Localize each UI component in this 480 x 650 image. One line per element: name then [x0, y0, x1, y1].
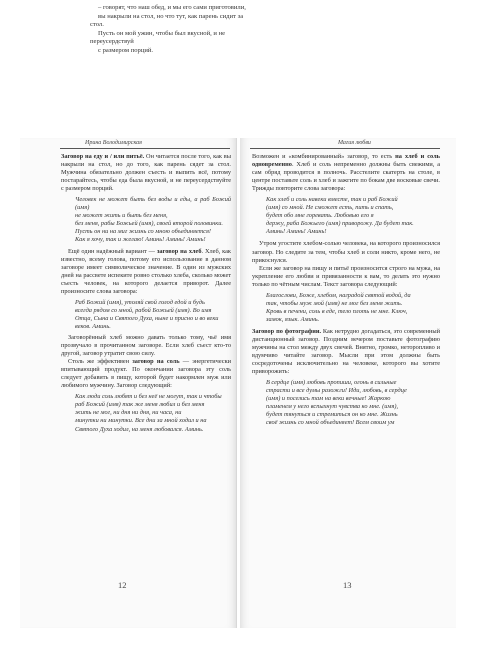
spell-bread: Раб Божий (имя), утоляй свой голод едой и будь всегда рядом со мной, рабой Божьей (имя). Во имя Отца, Сына и Святого Духа, ныне и присно и во веки веков. Аминь.: [75, 298, 219, 330]
running-head-title: Магия любви: [338, 140, 371, 146]
excerpt-line: с размером порций.: [98, 46, 154, 54]
excerpt-line: Пусть он мой ужин, чтобы был вкусной, и не переусердствуй: [90, 29, 226, 45]
header-rule: [250, 148, 440, 149]
spell-photo: В сердце (имя) любовь пропиши, огонь в сильные страсти и все думы разожги! Иди, любовь, в сердце (имя) и поселись там на веки вечные! Жаркою пламенем у него вспыхнут чувства ко мне. (имя), будет тянуться и стремиться он ко мне. Жизнь своё жизнь со мной объединяет! Всем своим ум: [266, 379, 407, 427]
right-page-text: [252, 153, 440, 431]
left-page-text: [61, 153, 231, 437]
spell-husband: Благослови, Боже, хлебом, наградой святой водой, да так, чтобы муж мой (имя) не мог без меня жить. Кровь в печени, соль в еде, тело плоть не мне. Ключ, замок, язык. Аминь.: [266, 291, 411, 323]
spell-salt: Как люди соль любят и без неё не могут, так и чтобы раб Божий (имя) так же меня любил и без меня жить не мог, ни дня ни дня, ни часа, ни минутки ни минутки. Все дни за мной ходил и на Святого Духа ходил, на меня любовался. Аминь.: [75, 393, 222, 433]
page-number-left: 12: [118, 580, 127, 590]
paragraph-food-spell: Заговор на еду и / или питьё. Он читается после того, как вы накрыли на стол, но до того, как парень сядет за стол. Мужчина обязательно должен съесть и выпить всё, потому постарайтесь, чтобы еда была вкусной, и не переусердствуйте с размером порций.: [61, 153, 231, 193]
paragraph-bread-salt-spell: Возможен и «комбинированный» заговор, то есть на хлеб и соль одновременно. Хлеб и соль непременно должны быть свежими, а сам обряд проводится в полночь. Расстелите скатерть на столе, в центре поставьте соль и хлеб и зажгите по бокам две восковые свечи. Трижды повторите слова заговора:: [252, 153, 440, 193]
paragraph-salt-spell: Столь же эффективен заговор на соль — энергетически впитывающий продукт. По окончании заговора эту соль следует добавить в пищу, которой будет накормлен муж или любимого мужчину. Заговор следующий:: [61, 358, 231, 390]
paragraph-bread-spell: Ещё один надёжный вариант — заговор на хлеб. Хлеб, как известно, всему голова, потому его использование в данном заговоре имеет символическое значение. В один из мужских дней на рассвете испеките ровно столько хлеба, сколько может съесть человек, на которого делается приворот. Далее произносите слова заговора:: [61, 247, 231, 295]
paragraph-morning: Утром угостите хлебом-солью человека, на которого произносился заговор. Но следите за тем, чтобы хлеб и соли никто, кроме него, не прикоснулся.: [252, 240, 440, 264]
paragraph-bread-note: Заговорённый хлеб можно давать только тому, чьё имя прозвучало в прочитанном заговоре. Если хлеб съест кто-то другой, заговор утратит свою силу.: [61, 333, 231, 358]
previous-page-excerpt: [90, 4, 248, 55]
paragraph-husband-spell: Если же заговор на пищу и питьё произносится строго на мужа, на укрепление его любви и привязанности к вам, то делать это нужно только по чётным числам. Текст заговора следующий:: [252, 264, 440, 288]
running-head-author: Ирина Володимирская: [85, 140, 142, 146]
excerpt-line: – говорят, что наш обед, и мы его сами приготовили,: [98, 4, 246, 11]
page-number-right: 13: [343, 580, 352, 590]
paragraph-photo-spell: Заговор по фотографии. Как нетрудно догадаться, это современный дистанционный заговор. Поздним вечером поставьте фотографию мужчины на стол между двух свечей. Внятно, громко, неторопливо и вдумчиво читайте заговор. Мысли при этом должны быть сосредоточены исключительно на человеке, которого вы хотите приворожить:: [252, 327, 440, 376]
excerpt-line: вы накрыли на стол, но что тут, как парень сидит за стол.: [90, 12, 244, 28]
header-rule: [60, 148, 230, 149]
spell-bread-salt: Как хлеб и соль навеки вместе, так и раб Божий (имя) со мной. Не сможет есть, пить и спать, будет обо мне горевать. Любовью его я держу, раба Божьего (имя) приворожу. Да будет так. Аминь! Аминь! Аминь!: [266, 196, 414, 236]
spell-food: Человек не может быть без воды и еды, а раб Божий (имя) не может жить и быть без меня, без меня, рабы Божьей (имя), своей второй половинки. Пусть он ни на миг жизнь со мною объединяется! Как я хочу, так и желаю! Аминь! Аминь! Аминь!: [75, 196, 231, 244]
